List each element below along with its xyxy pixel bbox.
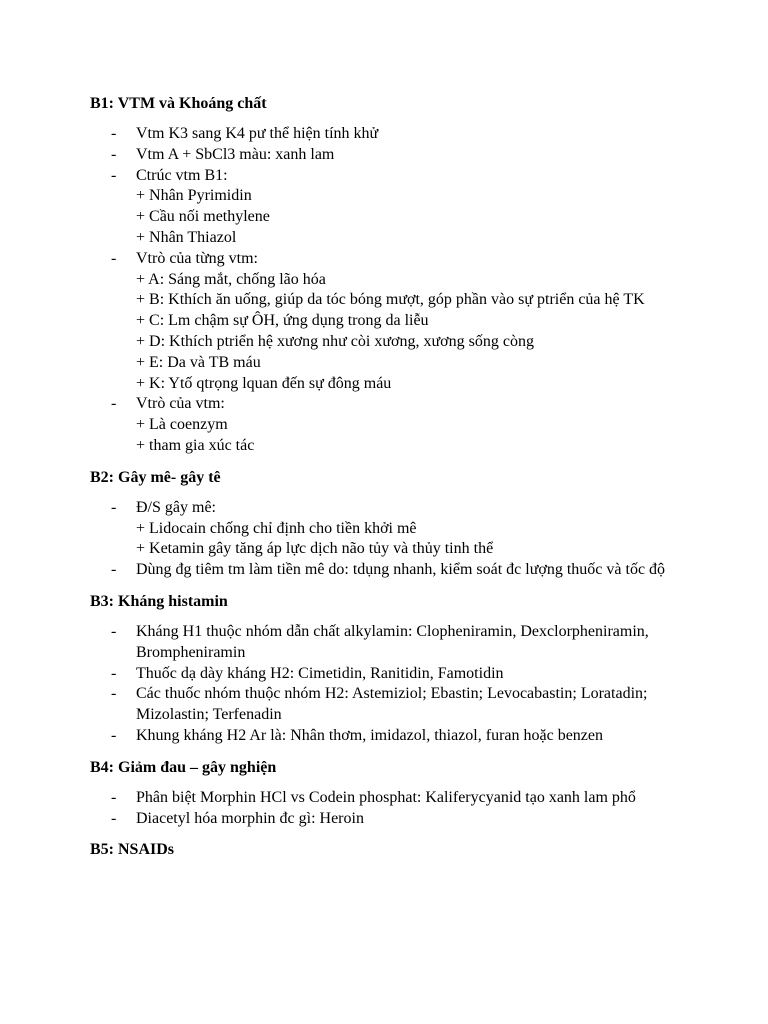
bullet-dash: -: [111, 145, 117, 163]
item-text: Vtrò của vtm:: [136, 395, 225, 413]
section-heading: B3: Kháng histamin: [90, 592, 228, 610]
list-item: [90, 166, 730, 249]
sub-item-text: + Cầu nối methylene: [136, 208, 270, 226]
section-2: [90, 467, 730, 581]
bullet-dash: -: [111, 726, 117, 744]
sub-item-text: + A: Sáng mắt, chống lão hóa: [136, 270, 326, 288]
list-item: [90, 809, 730, 830]
sub-item-text: + B: Kthích ăn uống, giúp da tóc bóng mượt, góp phần vào sự ptriển của hệ TK: [136, 291, 645, 309]
list-item: [90, 684, 730, 726]
list-item: [90, 145, 730, 166]
list-item: [90, 498, 730, 560]
bullet-dash: -: [111, 561, 117, 579]
section-4: [90, 757, 730, 830]
bullet-list: [90, 622, 730, 747]
item-text: Phân biệt Morphin HCl vs Codein phosphat: Kaliferycyanid tạo xanh lam phổ: [136, 788, 636, 806]
list-item: [90, 394, 730, 456]
list-item: [90, 249, 730, 395]
item-text: Brompheniramin: [136, 643, 246, 661]
list-item: [90, 788, 730, 809]
list-item: [90, 560, 730, 581]
list-item: [90, 664, 730, 685]
item-text: Kháng H1 thuộc nhóm dẫn chất alkylamin: Clopheniramin, Dexclorpheniramin,: [136, 622, 649, 640]
section-5: [90, 839, 730, 860]
bullet-list: [90, 788, 730, 830]
list-item: [90, 622, 730, 664]
bullet-dash: -: [111, 125, 117, 142]
bullet-dash: -: [111, 249, 117, 267]
sub-item-text: + Nhân Pyrimidin: [136, 187, 252, 205]
list-item: [90, 124, 730, 145]
item-text: Các thuốc nhóm thuộc nhóm H2: Astemiziol; Ebastin; Levocabastin; Loratadin;: [136, 685, 648, 703]
document-page: [90, 93, 730, 870]
bullet-dash: -: [111, 395, 117, 413]
item-text: Diacetyl hóa morphin đc gì: Heroin: [136, 809, 364, 827]
item-text: Đ/S gây mê:: [136, 498, 216, 516]
section-heading: B5: NSAIDs: [90, 841, 175, 859]
section-heading: B2: Gây mê- gây tê: [90, 468, 221, 486]
sub-item-text: + Lidocain chống chỉ định cho tiền khởi mê: [136, 519, 417, 537]
item-text: Vtm K3 sang K4 pư thể hiện tính khử: [136, 125, 379, 142]
sub-item-text: + K: Ytố qtrọng lquan đến sự đông máu: [136, 374, 392, 392]
bullet-dash: -: [111, 788, 117, 806]
sub-item-text: + Là coenzym: [136, 416, 228, 434]
bullet-list: [90, 124, 730, 457]
item-text: Ctrúc vtm B1:: [136, 166, 228, 184]
item-text: Vtrò của từng vtm:: [136, 249, 258, 267]
sub-item-text: + Nhân Thiazol: [136, 228, 237, 246]
item-text: Dùng đg tiêm tm làm tiền mê do: tdụng nhanh, kiểm soát đc lượng thuốc và tốc độ: [136, 561, 666, 579]
sub-item-text: + D: Kthích ptriển hệ xương như còi xương, xương sống còng: [136, 332, 534, 350]
item-text: Mizolastin; Terfenadin: [136, 706, 282, 724]
section-heading: B4: Giảm đau – gây nghiện: [90, 758, 277, 776]
bullet-dash: -: [111, 664, 117, 682]
section-3: [90, 591, 730, 747]
section-1: [90, 93, 730, 457]
list-item: [90, 726, 730, 747]
bullet-dash: -: [111, 498, 117, 516]
item-text: Vtm A + SbCl3 màu: xanh lam: [136, 145, 335, 163]
section-heading: B1: VTM và Khoáng chất: [90, 95, 267, 112]
sub-item-text: + tham gia xúc tác: [136, 436, 255, 454]
bullet-list: [90, 498, 730, 581]
sub-item-text: + E: Da và TB máu: [136, 353, 261, 371]
bullet-dash: -: [111, 685, 117, 703]
bullet-dash: -: [111, 622, 117, 640]
bullet-dash: -: [111, 809, 117, 827]
sub-item-text: + Ketamin gây tăng áp lực dịch não tủy và thủy tinh thể: [136, 540, 494, 558]
bullet-dash: -: [111, 166, 117, 184]
sub-item-text: + C: Lm chậm sự ÔH, ứng dụng trong da liễu: [136, 312, 429, 330]
item-text: Thuốc dạ dày kháng H2: Cimetidin, Ranitidin, Famotidin: [136, 664, 504, 682]
item-text: Khung kháng H2 Ar là: Nhân thơm, imidazol, thiazol, furan hoặc benzen: [136, 726, 603, 744]
